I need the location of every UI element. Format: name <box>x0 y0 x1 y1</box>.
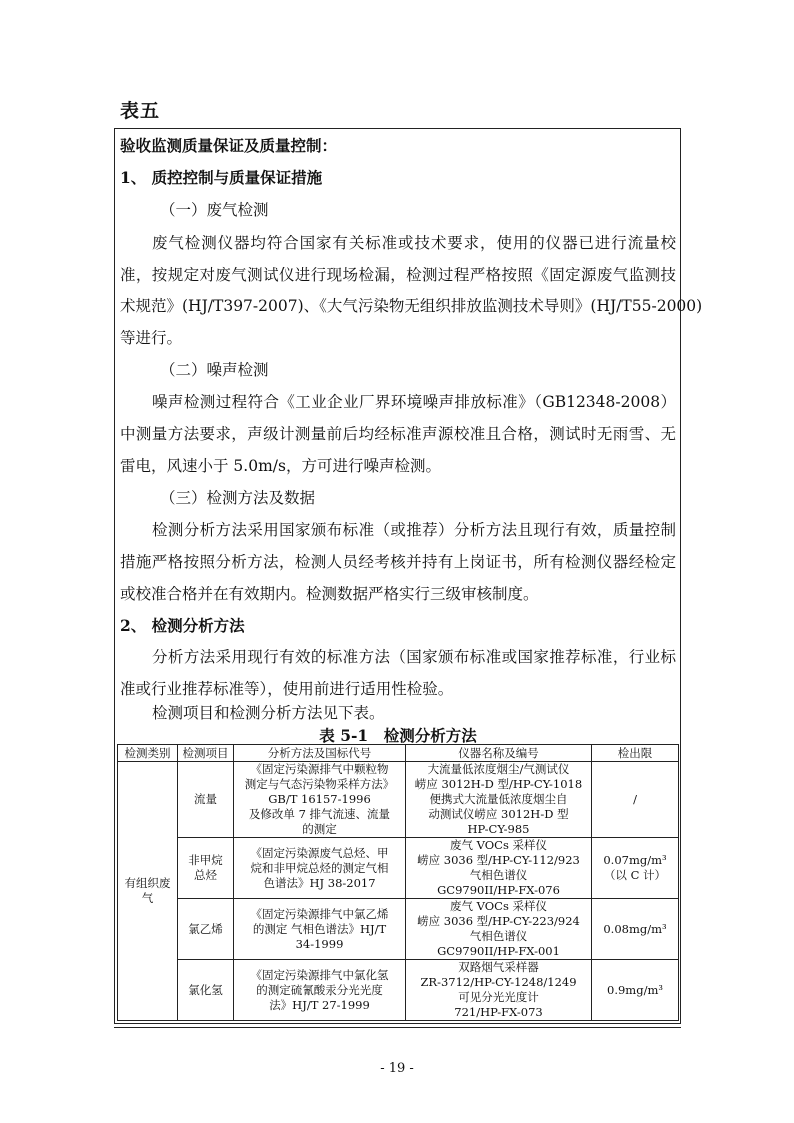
instrument-cell <box>406 899 592 960</box>
paragraph-line: 中测量方法要求，声级计测量前后均经标准声源校准且合格，测试时无雨雪、无 <box>120 425 676 443</box>
cell-line: 测定与气态污染物采样方法》 <box>244 777 395 791</box>
table-row <box>118 838 679 899</box>
cell-line: （以 C 计） <box>603 868 667 882</box>
table-caption: 表 5-1 检测分析方法 <box>319 726 477 745</box>
cell-line: HP-CY-985 <box>467 822 530 836</box>
limit-cell <box>592 960 679 1021</box>
cell-line: ZR-3712/HP-CY-1248/1249 <box>420 975 577 989</box>
paragraph-line: 等进行。 <box>120 329 183 347</box>
cell-line: 废气 VOCs 采样仪 <box>449 838 548 852</box>
cell-line: 0.08mg/m³ <box>603 921 667 936</box>
section-heading: 表五 <box>120 100 161 122</box>
cell-line: 34-1999 <box>295 936 344 951</box>
cell-line: 烷和非甲烷总烃的测定气相 <box>250 860 389 875</box>
paragraph-line: 检测分析方法采用国家颁布标准（或推荐）分析方法且现行有效，质量控制 <box>152 521 676 539</box>
cell-line: / <box>633 792 637 806</box>
subsection-noise: （二）噪声检测 <box>160 361 269 379</box>
cell-line: 色谱法》HJ 38-2017 <box>263 875 376 890</box>
cell-line: 双路烟气采样器 <box>458 960 539 974</box>
cell-line: 《固定污染源排气中颗粒物 <box>250 762 389 776</box>
cell-line: GB/T 16157-1996 <box>268 792 371 806</box>
paragraph-line: 措施严格按照分析方法，检测人员经考核并持有上岗证书，所有检测仪器经检定 <box>120 553 676 571</box>
cell-line: 废气 VOCs 采样仪 <box>449 899 548 913</box>
instrument-cell <box>406 762 592 838</box>
table-header-row <box>118 745 679 762</box>
item-cell <box>178 838 234 899</box>
qa-title: 验收监测质量保证及质量控制： <box>120 136 338 155</box>
cell-line: 0.9mg/m³ <box>607 982 663 997</box>
cell-line: 721/HP-FX-073 <box>454 1005 543 1019</box>
table-row <box>118 960 679 1021</box>
item-cell: 氯乙烯 <box>178 899 234 960</box>
paragraph-line: 准，按规定对废气测试仪进行现场检漏，检测过程严格按照《固定源废气监测技 <box>120 266 676 284</box>
cell-line: 《固定污染源排气中氯化氢 <box>250 967 389 982</box>
cell-line: GC9790II/HP-FX-001 <box>437 944 560 958</box>
cell-line: 气相色谱仪 <box>469 929 528 943</box>
paragraph-line: 术规范》(HJ/T397-2007)、《大气污染物无组织排放监测技术导则》(HJ/T55-2000) <box>120 297 703 315</box>
instrument-cell <box>406 838 592 899</box>
subsection-exhaust: （一）废气检测 <box>160 201 269 219</box>
instrument-cell <box>406 960 592 1021</box>
section-2-title: 2、 检测分析方法 <box>120 616 245 635</box>
limit-cell <box>592 899 679 960</box>
cell-line: 动测试仪崂应 3012H-D 型 <box>428 807 569 821</box>
frame-double-rule <box>114 1027 681 1028</box>
cell-line: 的测定 <box>302 822 337 836</box>
subsection-methods: （三）检测方法及数据 <box>160 489 316 507</box>
cell-line: 气相色谱仪 <box>469 868 528 882</box>
header-category: 检测类别 <box>118 745 178 762</box>
cell-line: 可见分光光度计 <box>458 990 539 1004</box>
cell-line: 崂应 3036 型/HP-CY-112/923 <box>417 853 580 867</box>
header-limit: 检出限 <box>592 745 679 762</box>
cell-line: 0.07mg/m³ <box>603 853 667 867</box>
method-cell <box>234 838 406 899</box>
cell-line: 便携式大流量低浓度烟尘自 <box>429 792 568 806</box>
cell-line: 崂应 3036 型/HP-CY-223/924 <box>417 914 580 928</box>
cell-line: GC9790II/HP-FX-076 <box>437 883 560 897</box>
cell-line: 《固定污染源排气中氯乙烯 <box>250 906 389 921</box>
cell-line: 总烃 <box>194 868 217 882</box>
paragraph-line: 雷电，风速小于 5.0m/s，方可进行噪声检测。 <box>120 457 441 475</box>
method-cell <box>234 899 406 960</box>
header-item: 检测项目 <box>178 745 234 762</box>
method-cell <box>234 762 406 838</box>
category-cell: 有组织废气 <box>118 762 178 1021</box>
cell-line: 《固定污染源废气总烃、甲 <box>250 845 389 860</box>
page-number: - 19 - <box>380 1061 414 1076</box>
cell-line: 崂应 3012H-D 型/HP-CY-1018 <box>414 777 583 791</box>
header-method: 分析方法及国标代号 <box>234 745 406 762</box>
paragraph-line: 检测项目和检测分析方法见下表。 <box>152 704 385 722</box>
table-row <box>118 899 679 960</box>
limit-cell <box>592 762 679 838</box>
cell-line: 的测定硫氰酸汞分光光度 <box>256 982 383 997</box>
cell-line: 及修改单 7 排气流速、流量 <box>248 807 391 821</box>
method-cell <box>234 960 406 1021</box>
limit-cell <box>592 838 679 899</box>
cell-line: 大流量低浓度烟尘/气测试仪 <box>427 762 570 776</box>
paragraph-line: 分析方法采用现行有效的标准方法（国家颁布标准或国家推荐标准，行业标 <box>152 648 676 666</box>
cell-line: 法》HJ/T 27-1999 <box>269 997 370 1012</box>
cell-line: 的测定 气相色谱法》HJ/T <box>252 921 387 936</box>
table-row <box>118 762 679 838</box>
section-1-title: 1、 质控控制与质量保证措施 <box>120 168 323 187</box>
paragraph-line: 或校准合格并在有效期内。检测数据严格实行三级审核制度。 <box>120 585 539 603</box>
item-cell: 流量 <box>178 762 234 838</box>
paragraph-line: 准或行业推荐标准等），使用前进行适用性检验。 <box>120 680 454 698</box>
methods-table <box>117 744 679 1021</box>
cell-line: 非甲烷 <box>188 853 223 867</box>
item-cell: 氯化氢 <box>178 960 234 1021</box>
paragraph-line: 噪声检测过程符合《工业企业厂界环境噪声排放标准》（GB12348-2008） <box>152 393 676 411</box>
header-instrument: 仪器名称及编号 <box>406 745 592 762</box>
paragraph-line: 废气检测仪器均符合国家有关标准或技术要求，使用的仪器已进行流量校 <box>152 234 676 252</box>
